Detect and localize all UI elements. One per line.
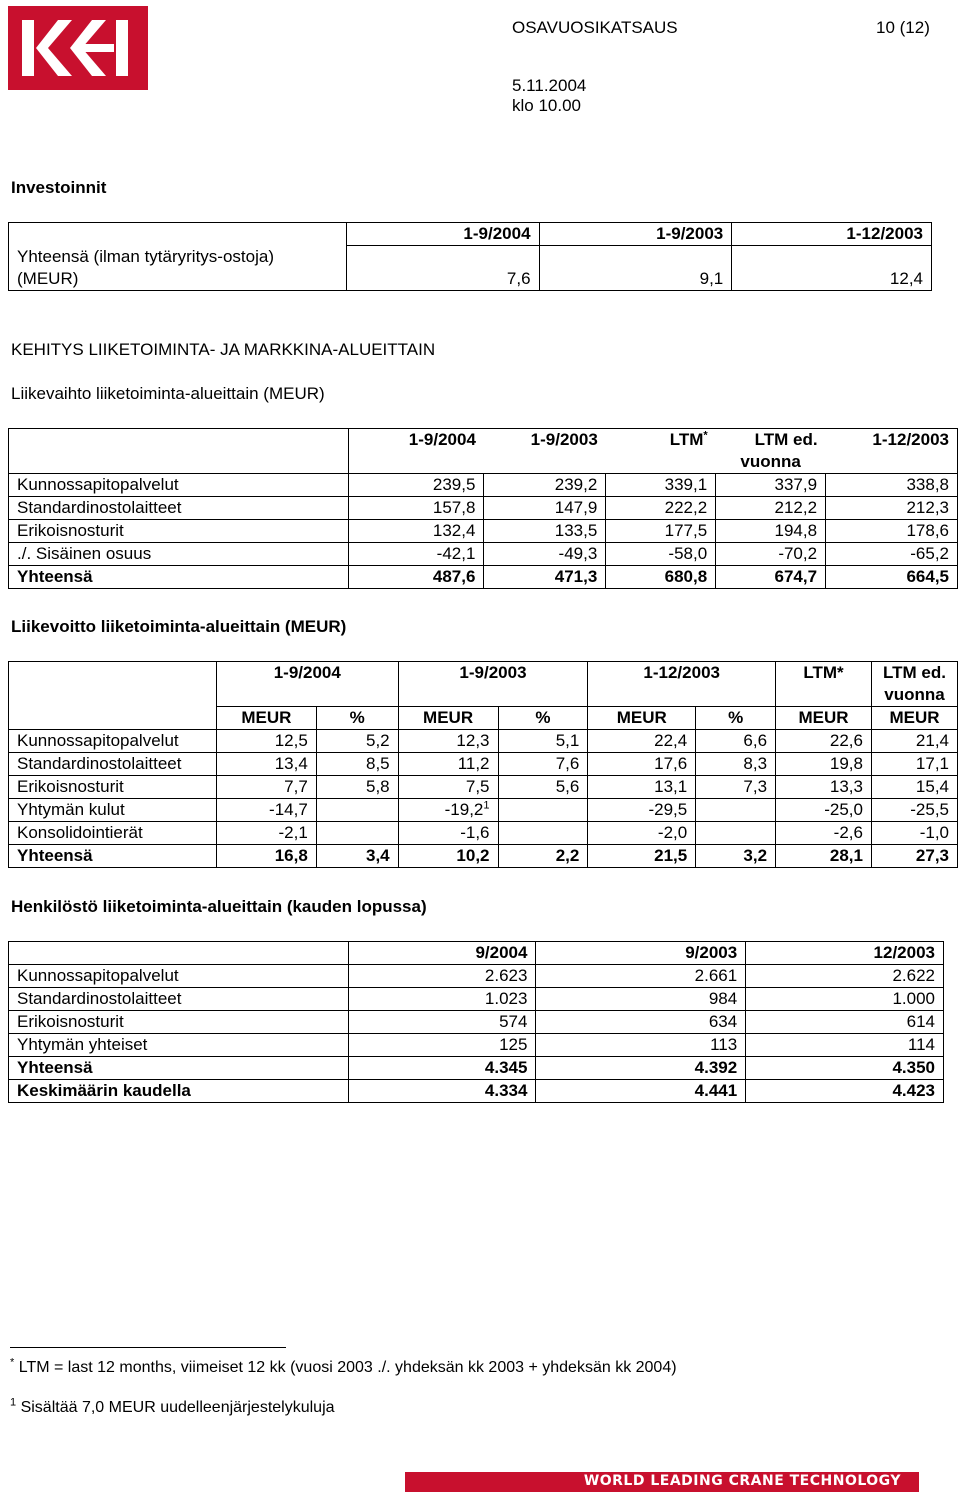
table-cell: 13,1: [588, 776, 696, 799]
table-header-row: [9, 942, 944, 965]
footer-banner: [405, 1472, 919, 1492]
row-label: Yhteensä (ilman tytäryritys-ostoja) (MEUR): [9, 246, 347, 291]
table-cell: 17,6: [588, 753, 696, 776]
table-cell: 22,4: [588, 730, 696, 753]
table-cell: 9,1: [539, 246, 732, 291]
table-cell: 10,2: [398, 845, 498, 868]
table-row: [9, 845, 958, 868]
row-label: Yhtymän yhteiset: [9, 1034, 349, 1057]
table-row: [9, 965, 944, 988]
column-header: 1-12/2003: [588, 662, 776, 707]
table-cell: 194,8: [716, 520, 826, 543]
table-cell: 4.334: [348, 1080, 536, 1103]
table-cell: 239,5: [348, 474, 484, 497]
table-cell: [498, 822, 588, 845]
table-cell: -70,2: [716, 543, 826, 566]
table-cell: 21,4: [871, 730, 957, 753]
investments-heading: Investoinnit: [11, 178, 107, 197]
banner-text: WORLD LEADING CRANE TECHNOLOGY: [583, 1473, 901, 1489]
row-label: Erikoisnosturit: [9, 776, 217, 799]
column-header: 1-12/2003: [826, 429, 958, 474]
column-header: 1-9/2003: [398, 662, 588, 707]
table-cell: 114: [746, 1034, 944, 1057]
table-cell: 13,3: [776, 776, 872, 799]
column-header: 1-9/2004: [346, 223, 539, 246]
profit-table: [8, 661, 958, 868]
column-header: 12/2003: [746, 942, 944, 965]
unit-header: %: [316, 707, 398, 730]
table-cell: 147,9: [484, 497, 606, 520]
section-heading: KEHITYS LIIKETOIMINTA- JA MARKKINA-ALUEITTAIN: [11, 340, 436, 359]
table-cell: 5,1: [498, 730, 588, 753]
investments-table: [8, 222, 932, 291]
kci-logo-mark: [8, 6, 148, 90]
table-cell: 212,3: [826, 497, 958, 520]
table-cell: 4.441: [536, 1080, 746, 1103]
table-cell: [316, 822, 398, 845]
column-header: LTM*: [776, 662, 872, 707]
table-cell: 8,3: [696, 753, 776, 776]
revenue-table: [8, 428, 958, 589]
table-cell: 1.023: [348, 988, 536, 1011]
table-cell: 113: [536, 1034, 746, 1057]
table-cell: 28,1: [776, 845, 872, 868]
table-row: [9, 246, 932, 291]
personnel-heading: Henkilöstö liiketoiminta-alueittain (kauden lopussa): [11, 897, 427, 916]
table-cell: 4.423: [746, 1080, 944, 1103]
table-cell: [696, 822, 776, 845]
table-cell: 674,7: [716, 566, 826, 589]
release-time: klo 10.00: [512, 96, 581, 115]
table-cell: -1,0: [871, 822, 957, 845]
row-label: Kunnossapitopalvelut: [9, 965, 349, 988]
unit-header: MEUR: [398, 707, 498, 730]
table-cell: 7,6: [498, 753, 588, 776]
personnel-table: [8, 941, 944, 1103]
table-cell: -58,0: [606, 543, 716, 566]
row-label: ./. Sisäinen osuus: [9, 543, 349, 566]
table-cell: 5,6: [498, 776, 588, 799]
table-row: [9, 1080, 944, 1103]
table-cell: 4.345: [348, 1057, 536, 1080]
table-row: [9, 988, 944, 1011]
table-cell: 15,4: [871, 776, 957, 799]
table-cell: 157,8: [348, 497, 484, 520]
row-label: Standardinostolaitteet: [9, 497, 349, 520]
table-cell: 338,8: [826, 474, 958, 497]
table-row: [9, 799, 958, 822]
column-header: 1-9/2004: [348, 429, 484, 474]
table-row: [9, 1011, 944, 1034]
column-header: 1-9/2003: [484, 429, 606, 474]
table-row: [9, 520, 958, 543]
table-row: [9, 497, 958, 520]
table-cell: 664,5: [826, 566, 958, 589]
release-date: 5.11.2004: [512, 76, 587, 95]
table-cell: 984: [536, 988, 746, 1011]
table-cell: -25,5: [871, 799, 957, 822]
table-cell: 12,3: [398, 730, 498, 753]
table-cell: 7,5: [398, 776, 498, 799]
footnote-separator: [10, 1347, 286, 1348]
table-row: [9, 543, 958, 566]
unit-header: %: [498, 707, 588, 730]
table-row: [9, 1057, 944, 1080]
table-cell: 2.622: [746, 965, 944, 988]
unit-header: MEUR: [588, 707, 696, 730]
revenue-heading: Liikevaihto liiketoiminta-alueittain (MEUR): [11, 384, 325, 403]
table-cell: 4.392: [536, 1057, 746, 1080]
table-cell: 125: [348, 1034, 536, 1057]
row-label: Kunnossapitopalvelut: [9, 474, 349, 497]
column-header-ltm: LTM*: [606, 429, 716, 474]
table-row: [9, 753, 958, 776]
table-cell: -49,3: [484, 543, 606, 566]
column-header: 9/2004: [348, 942, 536, 965]
table-cell: 7,6: [346, 246, 539, 291]
table-cell: [498, 799, 588, 822]
table-header-row: [9, 662, 958, 707]
column-header: 1-12/2003: [732, 223, 932, 246]
row-label: Standardinostolaitteet: [9, 988, 349, 1011]
table-row: [9, 822, 958, 845]
column-header-ltm-prev: LTM ed. vuonna: [716, 429, 826, 474]
table-cell: 133,5: [484, 520, 606, 543]
table-header-row: [9, 223, 932, 246]
table-cell: [696, 799, 776, 822]
table-cell: 21,5: [588, 845, 696, 868]
table-cell: 222,2: [606, 497, 716, 520]
table-cell: 11,2: [398, 753, 498, 776]
row-label: Konsolidointierät: [9, 822, 217, 845]
table-cell: 19,8: [776, 753, 872, 776]
table-cell: 239,2: [484, 474, 606, 497]
column-header: 9/2003: [536, 942, 746, 965]
table-cell: 339,1: [606, 474, 716, 497]
row-label: Kunnossapitopalvelut: [9, 730, 217, 753]
row-label: Yhteensä: [9, 566, 349, 589]
table-cell: 212,2: [716, 497, 826, 520]
table-cell: 8,5: [316, 753, 398, 776]
table-cell: 178,6: [826, 520, 958, 543]
table-cell: 177,5: [606, 520, 716, 543]
row-label: Standardinostolaitteet: [9, 753, 217, 776]
row-label: Yhteensä: [9, 1057, 349, 1080]
table-cell: 22,6: [776, 730, 872, 753]
unit-header: MEUR: [871, 707, 957, 730]
row-label: Erikoisnosturit: [9, 520, 349, 543]
table-cell: 3,4: [316, 845, 398, 868]
table-cell: 1.000: [746, 988, 944, 1011]
table-cell: 2.623: [348, 965, 536, 988]
table-cell: 634: [536, 1011, 746, 1034]
table-cell: 3,2: [696, 845, 776, 868]
table-cell: -19,2$^1$: [398, 799, 498, 822]
table-cell: -65,2: [826, 543, 958, 566]
table-cell: 574: [348, 1011, 536, 1034]
company-logo: [8, 6, 148, 90]
footnote-restructuring: $^1$ Sisältää 7,0 MEUR uudelleenjärjestelykuluja: [10, 1396, 335, 1416]
column-header: 1-9/2003: [539, 223, 732, 246]
table-row: [9, 776, 958, 799]
table-cell: 2,2: [498, 845, 588, 868]
unit-header: MEUR: [776, 707, 872, 730]
table-cell: -42,1: [348, 543, 484, 566]
page-number: 10 (12): [876, 18, 930, 37]
table-cell: -14,7: [216, 799, 316, 822]
table-cell: 2.661: [536, 965, 746, 988]
row-label: Yhtymän kulut: [9, 799, 217, 822]
table-cell: 337,9: [716, 474, 826, 497]
table-row: [9, 566, 958, 589]
table-cell: 16,8: [216, 845, 316, 868]
table-cell: [316, 799, 398, 822]
table-cell: -29,5: [588, 799, 696, 822]
table-header-row: [9, 429, 958, 474]
table-cell: 13,4: [216, 753, 316, 776]
table-cell: 7,7: [216, 776, 316, 799]
row-label: Erikoisnosturit: [9, 1011, 349, 1034]
table-cell: 471,3: [484, 566, 606, 589]
table-cell: 132,4: [348, 520, 484, 543]
table-cell: 7,3: [696, 776, 776, 799]
table-cell: 4.350: [746, 1057, 944, 1080]
table-cell: 12,4: [732, 246, 932, 291]
table-cell: 5,8: [316, 776, 398, 799]
table-cell: 27,3: [871, 845, 957, 868]
unit-header-row: [9, 707, 958, 730]
table-cell: -2,1: [216, 822, 316, 845]
footnote-ltm: * LTM = last 12 months, viimeiset 12 kk (vuosi 2003 ./. yhdeksän kk 2003 + yhdeksän kk 2004): [10, 1356, 677, 1376]
document-type: OSAVUOSIKATSAUS: [512, 18, 678, 37]
column-header: 1-9/2004: [216, 662, 398, 707]
table-cell: -1,6: [398, 822, 498, 845]
table-row: [9, 730, 958, 753]
table-row: [9, 1034, 944, 1057]
unit-header: %: [696, 707, 776, 730]
footnote-ref: 1: [483, 799, 490, 812]
table-cell: -25,0: [776, 799, 872, 822]
row-label: Yhteensä: [9, 845, 217, 868]
table-cell: 614: [746, 1011, 944, 1034]
unit-header: MEUR: [216, 707, 316, 730]
profit-heading: Liikevoitto liiketoiminta-alueittain (MEUR): [11, 617, 347, 636]
table-cell: 680,8: [606, 566, 716, 589]
table-cell: 12,5: [216, 730, 316, 753]
column-header-ltm-prev: LTM ed. vuonna: [871, 662, 957, 707]
table-row: [9, 474, 958, 497]
row-label: Keskimäärin kaudella: [9, 1080, 349, 1103]
table-cell: -2,0: [588, 822, 696, 845]
table-cell: 5,2: [316, 730, 398, 753]
table-cell: 487,6: [348, 566, 484, 589]
table-cell: -2,6: [776, 822, 872, 845]
table-cell: 17,1: [871, 753, 957, 776]
table-cell: 6,6: [696, 730, 776, 753]
